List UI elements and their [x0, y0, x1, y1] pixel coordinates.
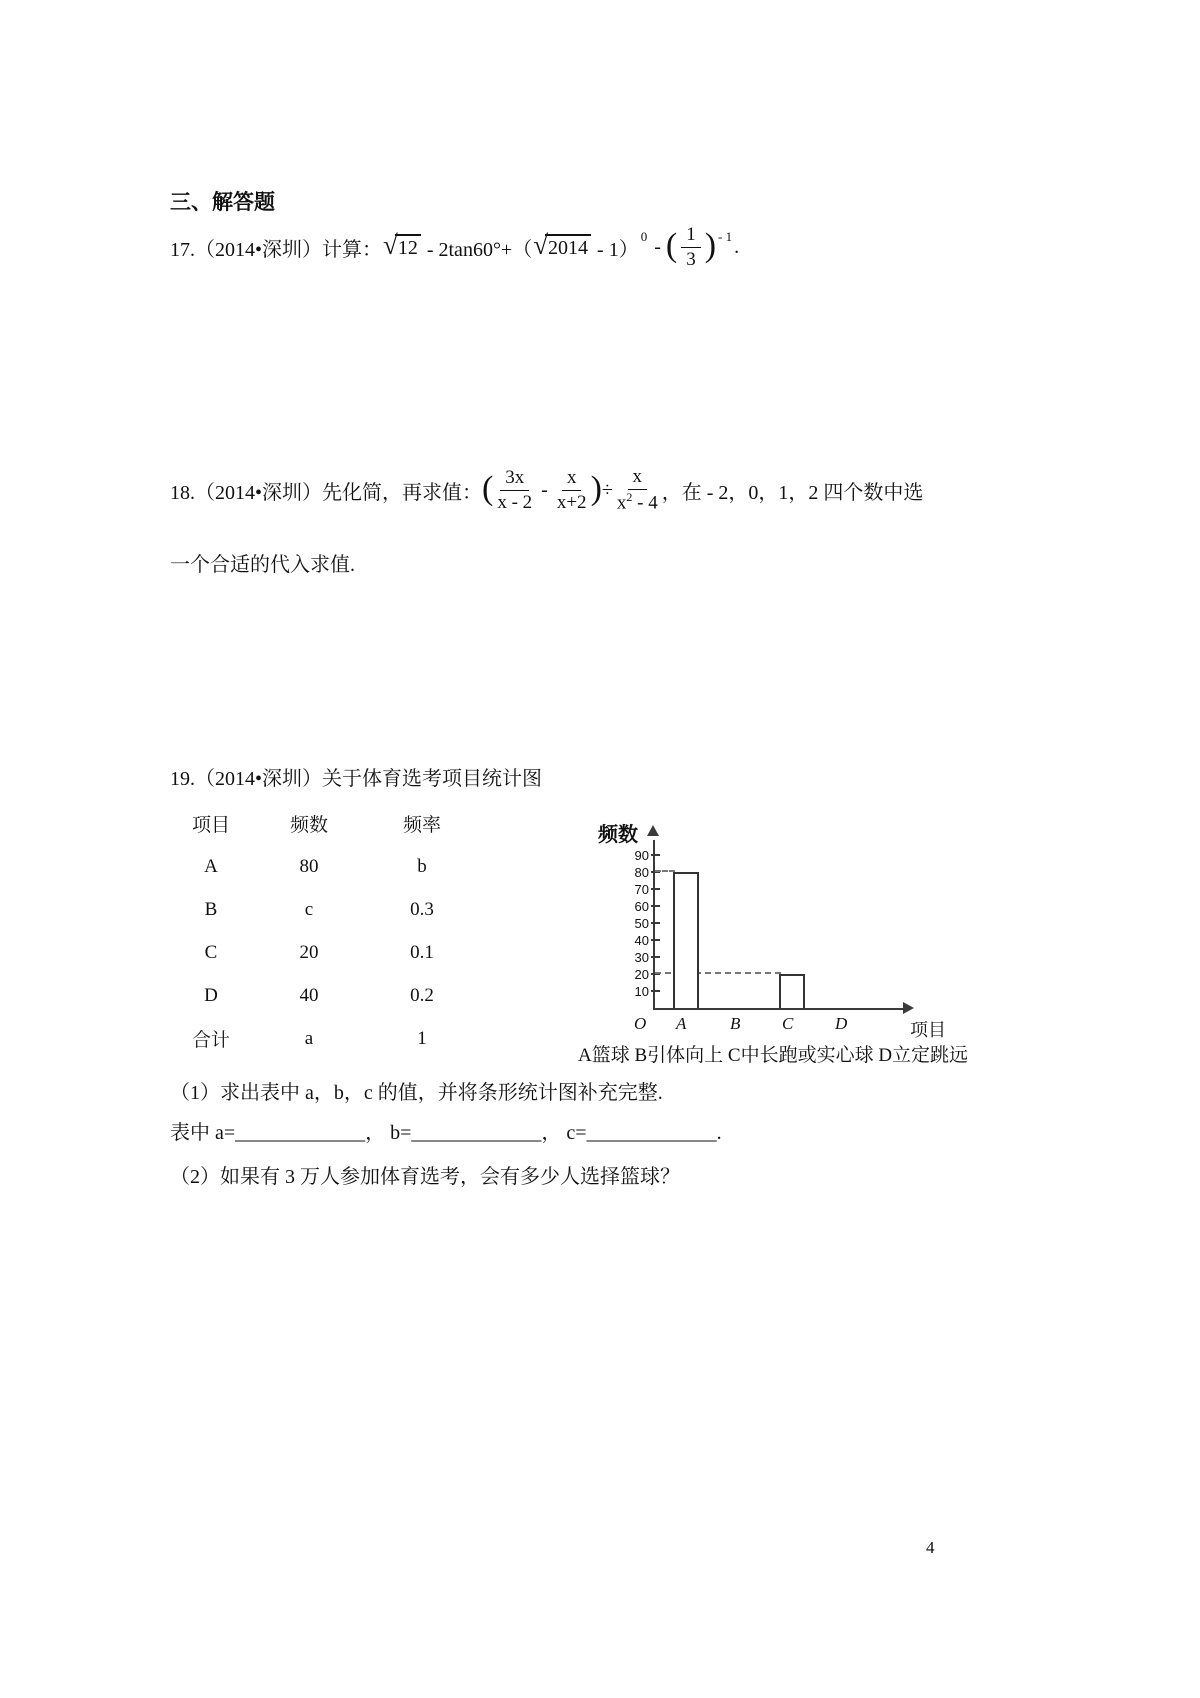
- table-header-frequency: 频数: [289, 815, 328, 836]
- minus-sign: -: [536, 478, 553, 501]
- table-cell: 40: [299, 984, 319, 1006]
- problem-18: [170, 466, 923, 514]
- table-row: [172, 974, 476, 1017]
- y-axis-tick: [651, 939, 660, 941]
- p17-lead-text: 17.（2014•深圳）计算：: [170, 238, 383, 261]
- bar-A: [673, 872, 699, 1008]
- table-row: [172, 1017, 476, 1060]
- section-title: 三、解答题: [170, 190, 275, 214]
- table-cell: D: [204, 984, 218, 1006]
- y-axis-arrow-icon: [647, 825, 659, 836]
- left-paren: (: [665, 227, 678, 265]
- chart-y-axis-label: 频数: [598, 824, 638, 846]
- y-axis-tick-label: 80: [634, 865, 649, 880]
- left-paren: (: [482, 470, 494, 507]
- radicand: 2014: [545, 234, 591, 260]
- table-cell: 1: [417, 1027, 427, 1049]
- table-header-row: [172, 802, 476, 845]
- table-cell: C: [204, 941, 218, 963]
- table-cell: 0.3: [410, 898, 434, 920]
- sqrt-12-expression: [383, 229, 421, 261]
- table-cell: c: [304, 898, 314, 920]
- fraction-denominator: 3: [686, 248, 696, 270]
- table-cell: b: [417, 855, 427, 877]
- table-row: [172, 888, 476, 931]
- y-axis-tick-label: 90: [634, 848, 649, 863]
- p18-lead-text: 18.（2014•深圳）先化简，再求值：: [170, 481, 483, 504]
- x-category-label-a: A: [676, 1014, 687, 1033]
- bar-C: [779, 974, 805, 1008]
- y-axis-tick-label: 30: [634, 950, 649, 965]
- y-axis-tick: [651, 922, 660, 924]
- y-axis-tick-label: 40: [634, 933, 649, 948]
- radical-sign-icon: √: [383, 229, 398, 260]
- exponent-negative-one: - 1: [718, 229, 733, 245]
- chart-caption: A篮球 B引体向上 C中长跑或实心球 D立定跳远: [578, 1045, 969, 1066]
- table-cell: 合计: [191, 1030, 230, 1051]
- radical-sign-icon: √: [533, 229, 549, 260]
- question-1-text: （1）求出表中 a，b，c 的值，并将条形统计图补充完整.: [170, 1082, 663, 1104]
- p18-tail-text: ，在 - 2，0，1，2 四个数中选: [661, 481, 924, 504]
- answer-blanks-line: 表中 a=_____________， b=_____________， c=_____________.: [170, 1122, 722, 1144]
- p17-period: .: [734, 235, 740, 258]
- chart-x-axis-label: 项目: [910, 1020, 946, 1040]
- fraction-numerator: x: [628, 466, 648, 490]
- table-row: [172, 845, 476, 888]
- fraction-numerator: 3x: [500, 467, 529, 491]
- table-cell: A: [204, 855, 218, 877]
- right-paren: ): [590, 470, 602, 507]
- table-cell: 80: [299, 855, 319, 877]
- y-axis-tick: [651, 905, 660, 907]
- sqrt-2014-expression: [533, 229, 591, 261]
- den-base: x: [616, 492, 627, 514]
- x-category-label-c: C: [782, 1014, 794, 1033]
- bar-plot: [634, 840, 903, 1010]
- p18-line-2: 一个合适的代入求值.: [170, 554, 355, 576]
- frequency-bar-chart: [578, 812, 1058, 1082]
- y-axis-tick: [651, 990, 660, 992]
- y-axis-tick-label: 50: [634, 916, 649, 931]
- x-axis-arrow-icon: [903, 1002, 914, 1014]
- table-cell: a: [304, 1027, 314, 1049]
- frequency-table: [172, 802, 476, 1060]
- fraction-one-third: [681, 224, 701, 271]
- fraction-numerator: x: [562, 467, 582, 491]
- p17-text-4: -: [649, 235, 666, 258]
- fraction-denominator: [617, 490, 658, 514]
- den-rest: - 4: [632, 492, 658, 514]
- table-cell: 20: [299, 941, 319, 963]
- y-axis-tick: [651, 888, 660, 890]
- table-cell: B: [204, 898, 218, 920]
- y-axis-tick-label: 70: [634, 882, 649, 897]
- exponent-zero: 0: [640, 229, 648, 245]
- page-number: 4: [926, 1538, 935, 1557]
- dashed-guide-line: [655, 870, 675, 872]
- x-category-label-d: D: [835, 1014, 848, 1033]
- fraction-denominator: x - 2: [497, 491, 533, 513]
- question-2-text: （2）如果有 3 万人参加体育选考，会有多少人选择篮球？: [170, 1166, 680, 1188]
- table-header-rate: 频率: [402, 815, 441, 836]
- y-axis-tick: [651, 854, 660, 856]
- fraction-x-over-x-plus-2: [557, 467, 587, 514]
- y-axis-tick-label: 10: [634, 984, 649, 999]
- den-exponent: 2: [626, 489, 633, 504]
- y-axis-tick-label: 60: [634, 899, 649, 914]
- chart-origin-label: O: [634, 1014, 647, 1033]
- y-axis-tick-label: 20: [634, 967, 649, 982]
- x-category-label-b: B: [730, 1014, 741, 1033]
- radicand: 12: [395, 234, 421, 260]
- fraction-denominator: x+2: [556, 491, 587, 513]
- problem-17: [170, 224, 739, 271]
- table-row: [172, 931, 476, 974]
- fraction-3x-over-x-minus-2: [497, 467, 532, 514]
- p17-text-2: - 2tan60°+（: [421, 238, 533, 261]
- p17-text-3: - 1）: [592, 238, 639, 261]
- table-header-item: 项目: [191, 815, 230, 836]
- division-sign: ÷: [601, 478, 613, 501]
- table-cell: 0.2: [410, 984, 434, 1006]
- fraction-numerator: 1: [681, 224, 701, 248]
- problem-19-title: 19.（2014•深圳）关于体育选考项目统计图: [170, 768, 543, 790]
- y-axis-tick: [651, 956, 660, 958]
- table-cell: 0.1: [410, 941, 434, 963]
- fraction-x-over-x2-minus-4: [617, 466, 658, 514]
- right-paren: ): [704, 227, 717, 265]
